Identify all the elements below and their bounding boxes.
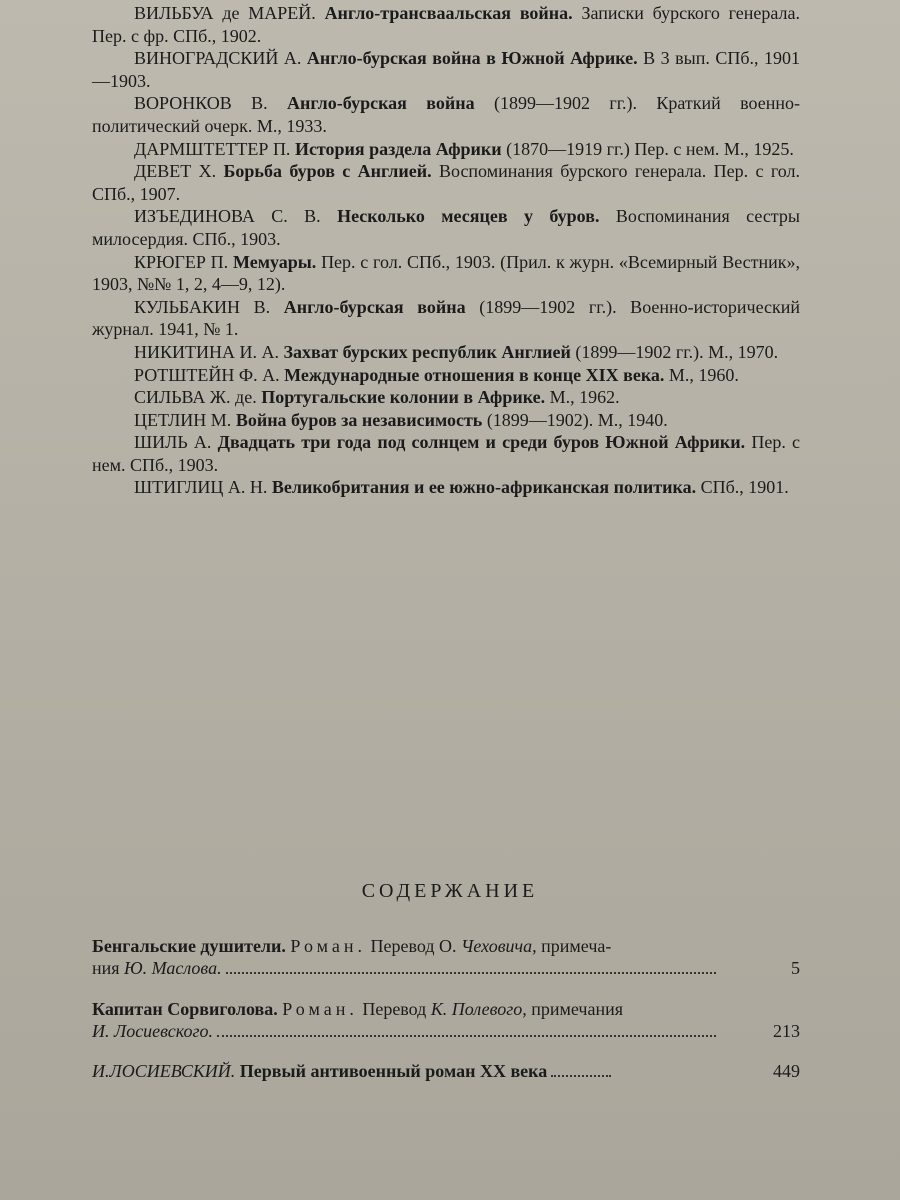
toc-entry[interactable]	[92, 998, 800, 1042]
bibliography-entry: КРЮГЕР П. Мемуары. Пер. с гол. СПб., 1903. (Прил. к журн. «Всемирный Вестник», 1903, №№ 1, 2, 4—9, 12).	[92, 251, 801, 295]
leader-dots	[226, 972, 716, 974]
bibliography-entry: ШТИГЛИЦ А. Н. Великобритания и ее южно-африканская политика. СПб., 1901.	[134, 477, 789, 498]
toc-entry-line: Бенгальские душители. Роман. Перевод О. Чеховича, примеча-	[92, 936, 612, 956]
bibliography-entry: ИЗЪЕДИНОВА С. В. Несколько месяцев у буров. Воспоминания сестры милосердия. СПб., 1903.	[92, 206, 800, 249]
bibliography-entry: ДАРМШТЕТТЕР П. История раздела Африки (1870—1919 гг.) Пер. с нем. М., 1925.	[134, 138, 794, 159]
bibliography-entry: ШИЛЬ А. Двадцать три года под солнцем и среди буров Южной Африки. Пер. с нем. СПб., 1903.	[92, 432, 801, 475]
bibliography-entry: ДЕВЕТ Х. Борьба буров с Англией. Воспоминания бурского генерала. Пер. с гол. СПб., 1907.	[92, 161, 801, 204]
toc-entry[interactable]: И.ЛОСИЕВСКИЙ. Первый антивоенный роман XX века 449	[92, 1061, 800, 1081]
bibliography-entry: ЦЕТЛИН М. Война буров за независимость (1899—1902). М., 1940.	[134, 409, 668, 430]
bibliography-entry: РОТШТЕЙН Ф. А. Международные отношения в конце XIX века. М., 1960.	[134, 364, 739, 385]
bibliography-entry: СИЛЬВА Ж. де. Португальские колонии в Африке. М., 1962.	[134, 387, 620, 408]
toc-entry-line: И. Лосиевского. 213	[92, 1021, 800, 1041]
toc-entry-line: ния Ю. Маслова. 5	[92, 958, 800, 978]
toc-entry-line: Капитан Сорвиголова. Роман. Перевод К. Полевого, примечания	[92, 999, 624, 1019]
bibliography-entry: ВИЛЬБУА де МАРЕЙ. Англо-трансваальская война. Записки бурского генерала. Пер. с фр. СПб., 1902.	[92, 3, 801, 46]
page-number: 5	[791, 958, 800, 978]
bibliography-entry: ВИНОГРАДСКИЙ А. Англо-бурская война в Южной Африке. В 3 вып. СПб., 1901—1903.	[92, 48, 801, 91]
bibliography-entry: КУЛЬБАКИН В. Англо-бурская война (1899—1902 гг.). Военно-исторический журнал. 1941, № 1.	[92, 296, 801, 340]
contents-heading: СОДЕРЖАНИЕ	[361, 880, 539, 902]
toc-entry[interactable]	[92, 935, 800, 979]
bibliography-list	[92, 2, 800, 499]
page-number: 449	[773, 1061, 800, 1081]
bibliography-entry: НИКИТИНА И. А. Захват бурских республик Англией (1899—1902 гг.). М., 1970.	[134, 341, 779, 362]
bibliography-entry: ВОРОНКОВ В. Англо-бурская война (1899—1902 гг.). Краткий военно-политический очерк. М., 1933.	[92, 93, 801, 136]
leader-dots	[551, 1075, 611, 1077]
page-number: 213	[773, 1021, 800, 1041]
table-of-contents	[92, 935, 800, 1082]
leader-dots	[217, 1035, 716, 1037]
